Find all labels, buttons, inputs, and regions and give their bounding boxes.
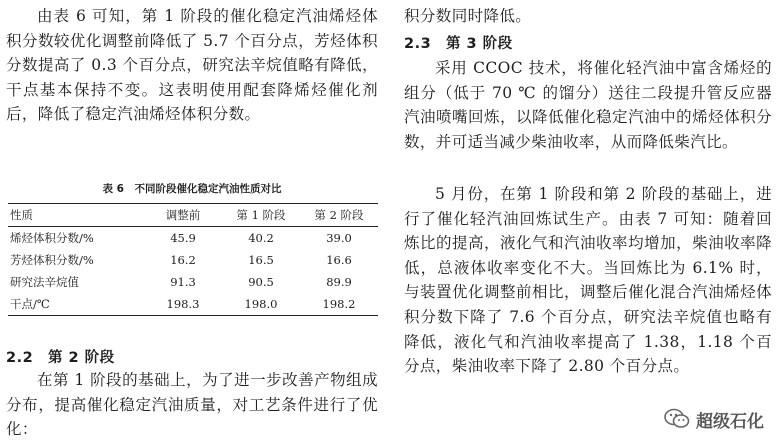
table-cell: 研究法辛烷值 bbox=[10, 275, 79, 289]
paragraph-continuation: 积分数同时降低。 bbox=[404, 7, 532, 25]
table-6-title: 表 6 不同阶段催化稳定汽油性质对比 bbox=[102, 183, 282, 195]
table-row bbox=[8, 293, 378, 316]
table-cell: 烯烃体积分数/% bbox=[10, 231, 94, 245]
table-cell: 40.2 bbox=[248, 231, 274, 245]
table-cell: 198.3 bbox=[166, 297, 200, 311]
section-2-3-heading bbox=[404, 32, 513, 53]
table-cell: 16.6 bbox=[326, 253, 352, 267]
header-stage1: 第 1 阶段 bbox=[236, 208, 286, 222]
table-cell: 89.9 bbox=[326, 275, 352, 289]
watermark-text: 超级石化 bbox=[696, 411, 764, 432]
header-property: 性质 bbox=[10, 208, 33, 222]
paragraph-may-trial: 5 月份，在第 1 阶段和第 2 阶段的基础上，进行了催化轻汽油回炼试生产。由表 7 可知：随着回炼比的提高，液化气和汽油收率均增加，柴油收率降低，总液体收率变化不大。当回炼比为 6.1% 时，与装置优化调整前相比，调整后催化混合汽油烯烃体积分数下降了 7.6 个百分点，研究法辛烷值也略有降低，液化气和汽油收率提高了 1.38，1.18 个百分点，柴油收率下降了 2.80 个百分点。 bbox=[404, 185, 772, 376]
table-cell: 198.2 bbox=[322, 297, 356, 311]
table-cell: 91.3 bbox=[170, 275, 196, 289]
section-title: 第 3 阶段 bbox=[446, 36, 513, 52]
table-cell: 90.5 bbox=[248, 275, 274, 289]
table-cell: 39.0 bbox=[326, 231, 352, 245]
table-6 bbox=[8, 203, 378, 316]
table-row bbox=[8, 227, 378, 250]
section-title: 第 2 阶段 bbox=[48, 350, 115, 366]
table-row bbox=[8, 271, 378, 293]
table-cell: 198.0 bbox=[244, 297, 278, 311]
paragraph-stage1-summary: 由表 6 可知，第 1 阶段的催化稳定汽油烯烃体积分数较优化调整前降低了 5.7 个百分点，芳烃体积分数提高了 0.3 个百分点，研究法辛烷值略有降低，干点基本保持不变。这表明使用配套降烯烃催化剂后，降低了稳定汽油烯烃体积分数。 bbox=[6, 7, 378, 124]
table-cell: 芳烃体积分数/% bbox=[10, 253, 94, 267]
section-2-2-heading bbox=[6, 346, 115, 367]
paragraph-ccoc: 采用 CCOC 技术，将催化轻汽油中富含烯烃的组分（低于 70 ℃ 的馏分）送往二段提升管反应器汽油喷嘴回炼，以降低催化稳定汽油中的烯烃体积分数，并可适当减少柴油收率，从而降低柴汽比。 bbox=[404, 59, 772, 151]
section-number: 2.3 bbox=[404, 36, 432, 52]
table-cell: 16.2 bbox=[170, 253, 196, 267]
table-header-row bbox=[8, 204, 378, 227]
section-number: 2.2 bbox=[6, 350, 34, 366]
wechat-bubble-icon bbox=[664, 408, 690, 430]
paragraph-stage2-intro: 在第 1 阶段的基础上，为了进一步改善产物组成分布，提高催化稳定汽油质量，对工艺条件进行了优化： bbox=[6, 371, 378, 439]
table-cell: 45.9 bbox=[170, 231, 196, 245]
watermark bbox=[660, 404, 768, 434]
table-cell: 干点/℃ bbox=[10, 297, 50, 311]
header-before: 调整前 bbox=[165, 208, 201, 222]
header-stage2: 第 2 阶段 bbox=[314, 208, 364, 222]
table-cell: 16.5 bbox=[248, 253, 274, 267]
table-row bbox=[8, 249, 378, 271]
